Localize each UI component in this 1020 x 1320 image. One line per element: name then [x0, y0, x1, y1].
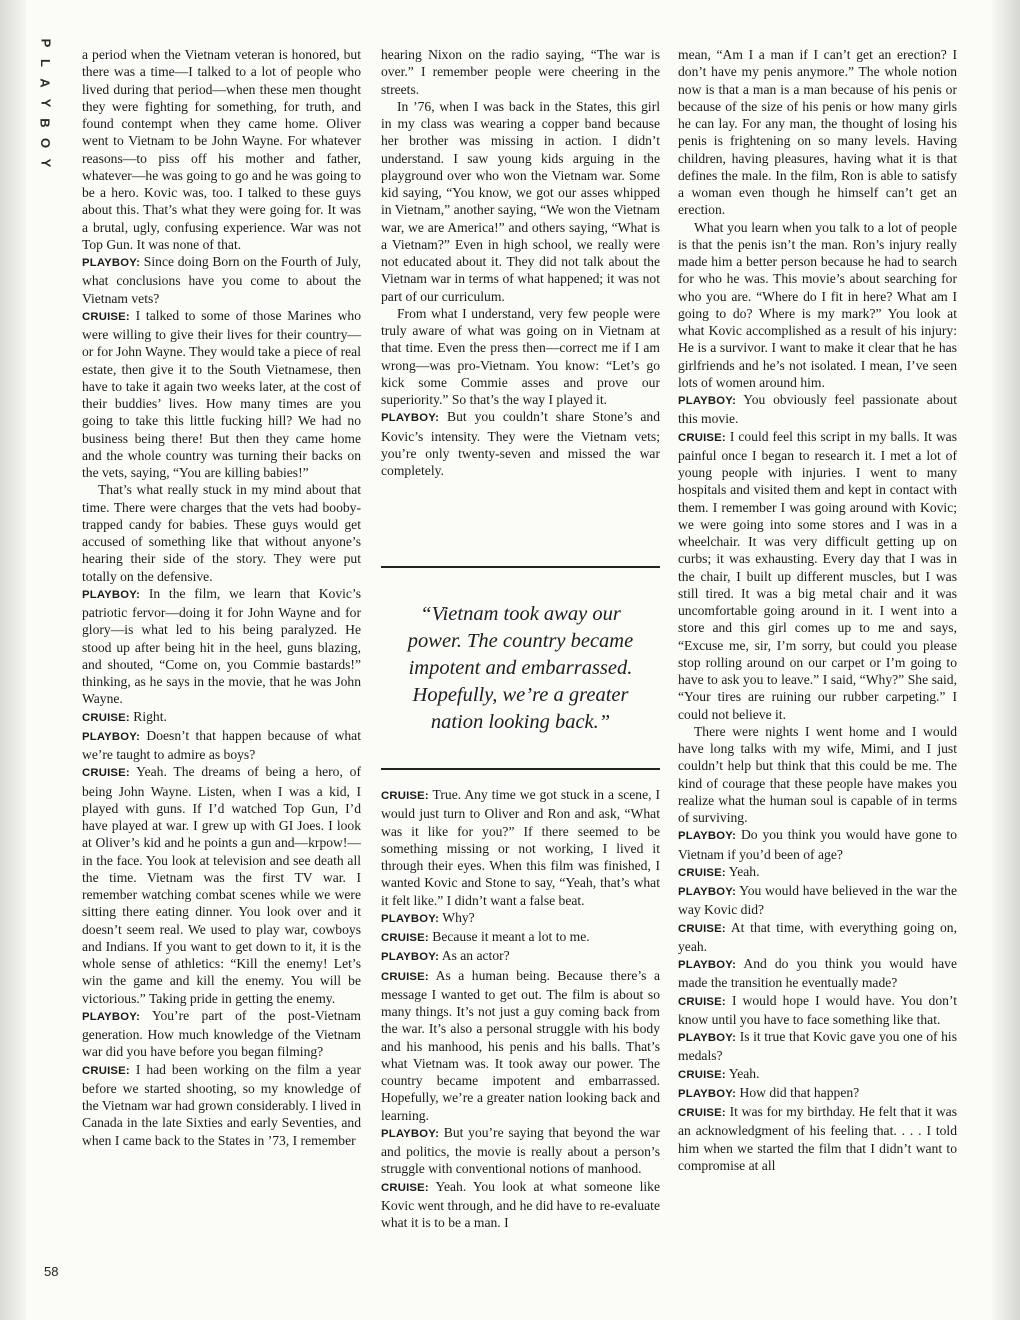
paragraph-text: Yeah. — [725, 863, 760, 879]
masthead-vertical — [36, 36, 54, 170]
speaker-label: PLAYBOY: — [82, 1010, 141, 1023]
speaker-label: CRUISE: — [678, 1068, 726, 1081]
paragraph-text: Since doing Born on the Fourth of July, what conclusions have you come to about the Vietnam vets? — [82, 254, 361, 306]
paragraph-text: I had been working on the film a year before we started shooting, so my knowledge of the Vietnam war had grown considerably. I lived in Canada in the late Sixties and early Seventies, and when I came back to the States in ’73, I remember — [82, 1061, 361, 1148]
paragraph-text: But you’re saying that beyond the war and politics, the movie is really about a person’s struggle with conventional notions of manhood. — [381, 1124, 660, 1177]
masthead-letter: Y — [37, 158, 53, 168]
speaker-label: CRUISE: — [381, 970, 429, 983]
speaker-label: PLAYBOY: — [82, 588, 141, 601]
paragraph-text: Is it true that Kovic gave you one of his medals? — [678, 1029, 957, 1064]
interview-paragraph — [381, 967, 660, 1124]
page-edge-right — [992, 0, 1020, 1320]
masthead-letter: P — [37, 38, 53, 48]
masthead-letter: A — [37, 78, 53, 88]
speaker-label: PLAYBOY: — [82, 730, 141, 743]
body-paragraph — [381, 46, 660, 98]
page-number: 58 — [44, 1264, 59, 1279]
interview-paragraph — [678, 1065, 957, 1084]
paragraph-text: Because it meant a lot to me. — [428, 929, 590, 944]
column-3 — [678, 46, 957, 1174]
interview-paragraph — [678, 882, 957, 919]
speaker-label: CRUISE: — [381, 1181, 429, 1194]
paragraph-text: That’s what really stuck in my mind about that time. There were charges that the vets had booby-trapped candy for babies. These guys would get accused of something like that without anyone’s hearing their side of the story. They were put totally on the defensive. — [82, 482, 361, 584]
interview-paragraph — [678, 863, 957, 882]
interview-paragraph — [381, 947, 660, 966]
paragraph-text: At that time, with everything going on, yeah. — [678, 919, 957, 954]
interview-paragraph — [381, 1178, 660, 1232]
speaker-label: PLAYBOY: — [678, 959, 737, 971]
speaker-label: CRUISE: — [82, 767, 130, 780]
speaker-label: PLAYBOY: — [381, 912, 440, 925]
column-2-top — [381, 46, 660, 479]
interview-paragraph — [381, 909, 660, 928]
pull-quote-box — [381, 566, 660, 770]
interview-paragraph — [381, 408, 660, 479]
speaker-label: PLAYBOY: — [82, 257, 141, 269]
speaker-label: CRUISE: — [381, 932, 429, 944]
body-paragraph — [678, 219, 957, 392]
interview-paragraph — [381, 1124, 660, 1178]
interview-paragraph — [678, 428, 957, 723]
paragraph-text: What you learn when you talk to a lot of people is that the penis isn’t the man. Ron’s injury really made him a better person because he had to search for who he was. This movie’s about searching for who you are. “Where do I fit in here? What am I going to do? Where is my mark?” You look at what Kovic accomplished as a result of his injury: He is a survivor. I want to make it clear that he has girlfriends and he’s not isolated. I mean, I’ve seen lots of women around him. — [678, 219, 957, 390]
interview-paragraph — [678, 391, 957, 428]
interview-paragraph — [381, 786, 660, 909]
speaker-label: PLAYBOY: — [381, 412, 440, 425]
pull-quote: “Vietnam took away our power. The country became impotent and embarrassed. Hopefully, we’re a greater nation looking back.” — [407, 602, 634, 733]
paragraph-text: a period when the Vietnam veteran is honored, but there was a time—I talked to a lot of people who lived during that period—when these men thought they were fighting for something, for truth, and found contempt when they came home. Oliver went to Vietnam to be John Wayne. For whatever reasons—to piss off his mother and father, whatever—he was going to go and he was going to be a hero. Kovic was, too. I talked to these guys about this. That’s what they were going for. It was a brutal, ugly, confusing experience. War was not Top Gun. It was none of that. — [82, 47, 361, 252]
speaker-label: PLAYBOY: — [678, 395, 737, 407]
interview-paragraph — [82, 253, 361, 307]
column-2-bottom — [381, 786, 660, 1231]
interview-paragraph — [82, 708, 361, 727]
paragraph-text: I talked to some of those Marines who were willing to give their lives for their country—or for John Wayne. They would take a piece of real estate, then give it to the South Vietnamese, then have to take it again two weeks later, at the cost of their buddies’ lives. How many times are you going to take this little fucking hill? We had no business being there! But then they came home and the whole country was turning their backs on the vets, saying, “You are killing babies!” — [82, 307, 361, 480]
paragraph-text: True. Any time we got stuck in a scene, I would just turn to Oliver and Ron and ask, “What was it like for you?” If there seemed to be something missing or not working, I lived it through their eyes. When this film was finished, I wanted Kovic and Stone to say, “Yeah, that’s what it felt like.” I didn’t want a false beat. — [381, 787, 660, 908]
paragraph-text: In ’76, when I was back in the States, this girl in my class was wearing a copper band because her brother was missing in action. I didn’t understand. I saw young kids arguing in the playground over who won the Vietnam war. Some kid saying, “You know, we got our asses whipped in Vietnam,” another saying, “We won the Vietnam war, we are America!” and others saying, “What is a Vietnam?” Even in high school, we really were not educated about it. They did not talk about the Vietnam war in terms of what happened; it was not part of our curriculum. — [381, 98, 660, 304]
body-paragraph — [381, 305, 660, 409]
speaker-label: CRUISE: — [82, 310, 130, 323]
speaker-label: CRUISE: — [678, 431, 726, 444]
paragraph-text: I would hope I would have. You don’t know until you have to face something like that. — [678, 992, 957, 1027]
masthead-letter: Y — [37, 98, 53, 108]
paragraph-text: You obviously feel passionate about this movie. — [678, 392, 957, 427]
paragraph-text: It was for my birthday. He felt that it was an acknowledgment of his feeling that. . . . I told him when we started the film that I didn’t want to compromise at all — [678, 1104, 957, 1173]
paragraph-text: I could feel this script in my balls. It was painful once I began to research it. I met a lot of young people with injuries. I went to many hospitals and visited them and kept in contact with them. I remember I was going around with Kovic; we were going into some stores and I was in a wheelchair. It was very difficult getting up on curbs; it was exhausting. Every day that I was in the chair, I built up different muscles, but I was still tired. It was a big metal chair and it was uncomfortable going around in it. I went into a store and this girl comes up to me and says, “Excuse me, sir, I’m sorry, but could you please stop rolling around on our carpet or I’m going to have to ask you to leave.” I said, “Why?” She said, “Your tires are ruining our rubber carpeting.” I could not believe it. — [678, 428, 957, 722]
speaker-label: CRUISE: — [82, 1064, 130, 1077]
interview-paragraph — [678, 955, 957, 992]
speaker-label: CRUISE: — [678, 866, 726, 879]
body-paragraph — [678, 723, 957, 827]
paragraph-text: And do you think you would have made the transition he eventually made? — [678, 956, 957, 991]
paragraph-text: You’re part of the post-Vietnam generation. How much knowledge of the Vietnam war did you have before you began filming? — [82, 1007, 361, 1060]
body-paragraph — [82, 46, 361, 253]
interview-paragraph — [678, 1103, 957, 1174]
column-1 — [82, 46, 361, 1149]
interview-paragraph — [678, 919, 957, 956]
speaker-label: CRUISE: — [678, 922, 726, 935]
speaker-label: PLAYBOY: — [381, 1127, 440, 1140]
interview-paragraph — [678, 1028, 957, 1065]
speaker-label: PLAYBOY: — [678, 1032, 737, 1044]
masthead-letter: L — [37, 59, 53, 67]
interview-paragraph — [678, 992, 957, 1029]
speaker-label: CRUISE: — [678, 1107, 726, 1119]
body-paragraph — [678, 46, 957, 219]
interview-paragraph — [82, 763, 361, 1007]
paragraph-text: mean, “Am I a man if I can’t get an erection? I don’t have my penis anymore.” The whole notion now is that a man is a man because of his penis or because of the size of his penis or how many girls he can lay. For any man, the thought of losing his penis is frightening on so many levels. Having children, having pleasures, having what it is that defines the male. In the film, Ron is able to satisfy a woman even though he himself can’t get an erection. — [678, 47, 957, 218]
interview-paragraph — [678, 1084, 957, 1103]
paragraph-text: Doesn’t that happen because of what we’re taught to admire as boys? — [82, 727, 361, 762]
paragraph-text: hearing Nixon on the radio saying, “The war is over.” I remember people were cheering in the streets. — [381, 47, 660, 97]
page-edge-left — [0, 0, 26, 1320]
paragraph-text: There were nights I went home and I would have long talks with my wife, Mimi, and I just couldn’t help but think that this could be me. The kind of courage that these people have makes you realize what the human soul is capable of in terms of surviving. — [678, 723, 957, 825]
interview-paragraph — [82, 585, 361, 708]
body-paragraph — [82, 481, 361, 585]
interview-paragraph — [82, 727, 361, 764]
paragraph-text: You would have believed in the war the way Kovic did? — [678, 883, 957, 918]
interview-paragraph — [381, 928, 660, 947]
paragraph-text: Yeah. — [725, 1065, 760, 1081]
speaker-label: CRUISE: — [381, 790, 429, 802]
paragraph-text: Yeah. The dreams of being a hero, of being John Wayne. Listen, when I was a kid, I played with guns. If I’d watched Top Gun, I’d have played at war. I grew up with GI Joes. I look at Oliver’s kid and he points a gun and—krpow!—in the face. You look at television and see death all the time. Vietnam was the first TV war. I remember watching combat scenes while we were sitting there eating dinner. You look over and it doesn’t seem real. We used to play war, cowboys and Indians. If you want to get down to it, it is the whole sense of athletics: “Kill the enemy! Let’s win the game and kill the enemy. You will be victorious.” Taking pride in getting the enemy. — [82, 764, 361, 1006]
interview-paragraph — [82, 307, 361, 482]
speaker-label: PLAYBOY: — [678, 1087, 737, 1100]
paragraph-text: But you couldn’t share Stone’s and Kovic’s intensity. They were the Vietnam vets; you’re only twenty-seven and missed the war completely. — [381, 409, 660, 478]
body-paragraph — [381, 98, 660, 305]
paragraph-text: Do you think you would have gone to Vietnam if you’d been of age? — [678, 827, 957, 862]
interview-paragraph — [82, 1007, 361, 1061]
masthead-letter: B — [37, 118, 53, 128]
paragraph-text: Right. — [129, 708, 167, 724]
speaker-label: PLAYBOY: — [381, 951, 440, 964]
speaker-label: CRUISE: — [678, 995, 726, 1008]
paragraph-text: How did that happen? — [736, 1084, 860, 1100]
speaker-label: CRUISE: — [82, 711, 130, 724]
interview-paragraph — [678, 826, 957, 863]
paragraph-text: Yeah. You look at what someone like Kovic went through, and he did have to re-evaluate what it is to be a man. I — [381, 1178, 660, 1230]
speaker-label: PLAYBOY: — [678, 886, 737, 898]
speaker-label: PLAYBOY: — [678, 830, 737, 843]
masthead-letter: O — [38, 137, 53, 149]
interview-paragraph — [82, 1061, 361, 1149]
paragraph-text: In the film, we learn that Kovic’s patriotic fervor—doing it for John Wayne and for glory—is what led to his being paralyzed. He stood up after being hit in the heel, guns blazing, and shouted, “Come on, you Commie bastards!” thinking, as he says in the movie, that he was John Wayne. — [82, 585, 361, 707]
paragraph-text: Why? — [439, 909, 475, 925]
paragraph-text: As an actor? — [439, 948, 510, 964]
paragraph-text: From what I understand, very few people were truly aware of what was going on in Vietnam at that time. Even the press then—correct me if I am wrong—was pro-Vietnam. You know: “Let’s go kick some Commie asses and prove our superiority.” So that’s the way I played it. — [381, 305, 660, 407]
paragraph-text: As a human being. Because there’s a message I wanted to get out. The film is about so many things. It’s not just a guy coming back from the war. It’s also a personal struggle with his body and his manhood, his penis and his balls. That’s what Vietnam was. It took away our power. The country became impotent and embarrassed. Hopefully, we’re a greater nation looking back and learning. — [381, 967, 660, 1123]
